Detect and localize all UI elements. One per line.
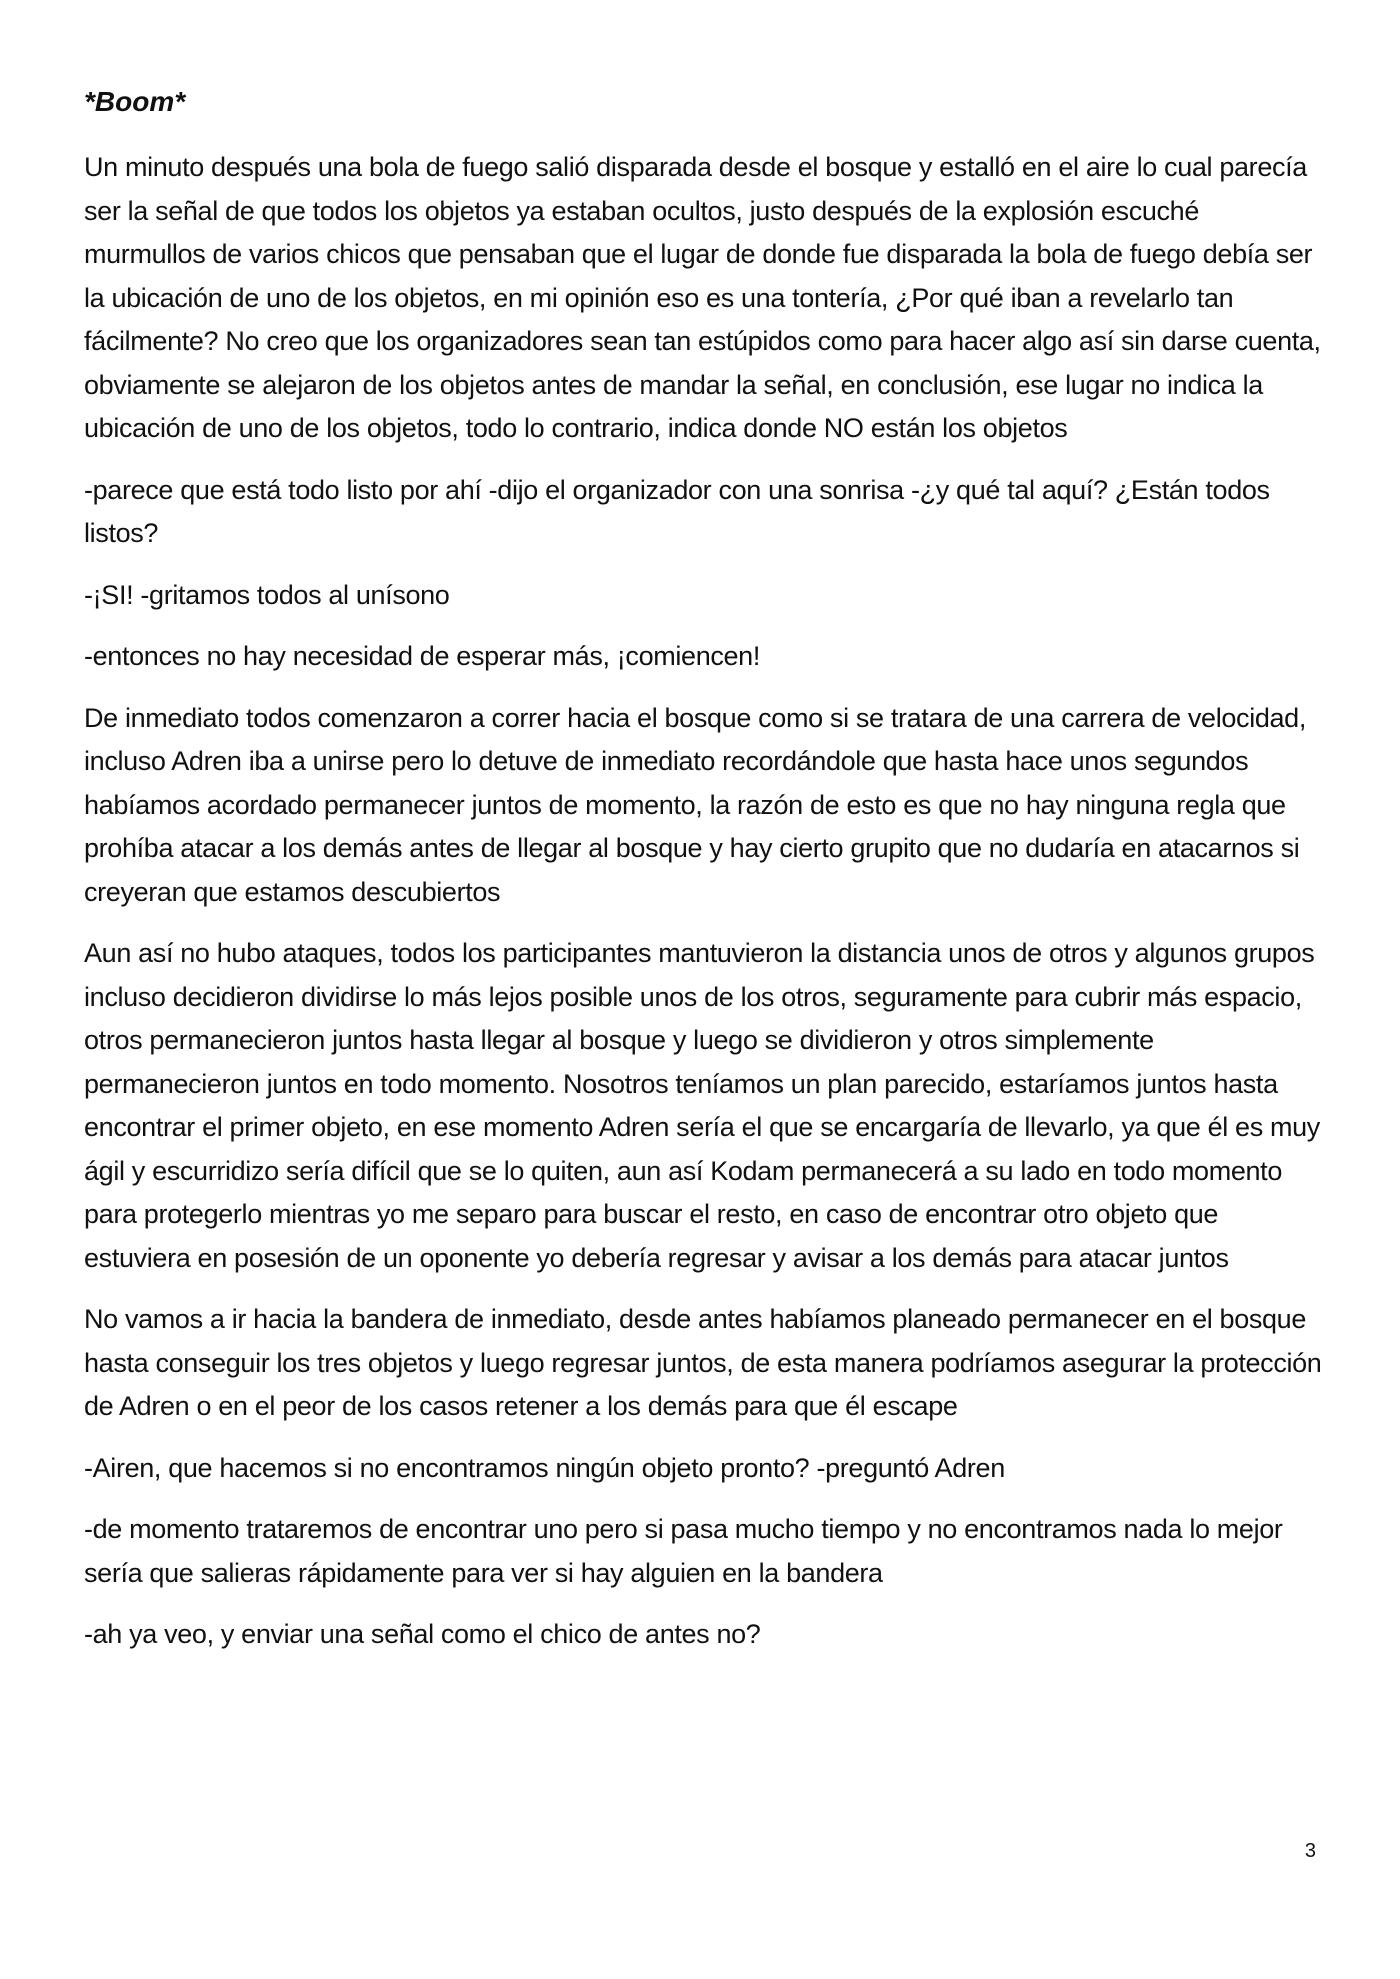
paragraph: -parece que está todo listo por ahí -dijo el organizador con una sonrisa -¿y qué tal aquí? ¿Están todos listos? [84,474,1270,548]
paragraph: Aun así no hubo ataques, todos los participantes mantuvieron la distancia unos de otros y algunos grupos incluso decidieron dividirse lo más lejos posible unos de los otros, seguramente para cubrir más espacio, otros permanecieron juntos hasta llegar al bosque y luego se dividieron y otros simplemente permanecieron juntos en todo momento. Nosotros teníamos un plan parecido, estaríamos juntos hasta encontrar el primer objeto, en ese momento Adren sería el que se encargaría de llevarlo, ya que él es muy ágil y escurridizo sería difícil que se lo quiten, aun así Kodam permanecerá a su lado en todo momento para protegerlo mientras yo me separo para buscar el resto, en caso de encontrar otro objeto que estuviera en posesión de un oponente yo debería regresar y avisar a los demás para atacar juntos [84,938,1320,1273]
page-number: 3 [1304,1840,1316,1862]
section-heading: *Boom* [84,86,186,117]
page-content [84,80,1324,1675]
paragraph: -de momento trataremos de encontrar uno pero si pasa mucho tiempo y no encontramos nada lo mejor sería que salieras rápidamente para ver si hay alguien en la bandera [84,1514,1283,1588]
paragraph: -ah ya veo, y enviar una señal como el chico de antes no? [84,1619,761,1649]
paragraph: Un minuto después una bola de fuego salió disparada desde el bosque y estalló en el aire lo cual parecía ser la señal de que todos los objetos ya estaban ocultos, justo después de la explosión escuché murmullos de varios chicos que pensaban que el lugar de donde fue disparada la bola de fuego debía ser la ubicación de uno de los objetos, en mi opinión eso es una tontería, ¿Por qué iban a revelarlo tan fácilmente? No creo que los organizadores sean tan estúpidos como para hacer algo así sin darse cuenta, obviamente se alejaron de los objetos antes de mandar la señal, en conclusión, ese lugar no indica la ubicación de uno de los objetos, todo lo contrario, indica donde NO están los objetos [84,152,1321,443]
paragraph: De inmediato todos comenzaron a correr hacia el bosque como si se tratara de una carrera de velocidad, incluso Adren iba a unirse pero lo detuve de inmediato recordándole que hasta hace unos segundos habíamos acordado permanecer juntos de momento, la razón de esto es que no hay ninguna regla que prohíba atacar a los demás antes de llegar al bosque y hay cierto grupito que no dudaría en atacarnos si creyeran que estamos descubiertos [84,702,1306,907]
paragraph: -Airen, que hacemos si no encontramos ningún objeto pronto? -preguntó Adren [84,1452,1005,1483]
paragraph: No vamos a ir hacia la bandera de inmediato, desde antes habíamos planeado permanecer en el bosque hasta conseguir los tres objetos y luego regresar juntos, de esta manera podríamos asegurar la protección de Adren o en el peor de los casos retener a los demás para que él escape [84,1304,1322,1421]
paragraph: -entonces no hay necesidad de esperar más, ¡comiencen! [84,641,760,671]
paragraph: -¡SI! -gritamos todos al unísono [84,579,450,610]
